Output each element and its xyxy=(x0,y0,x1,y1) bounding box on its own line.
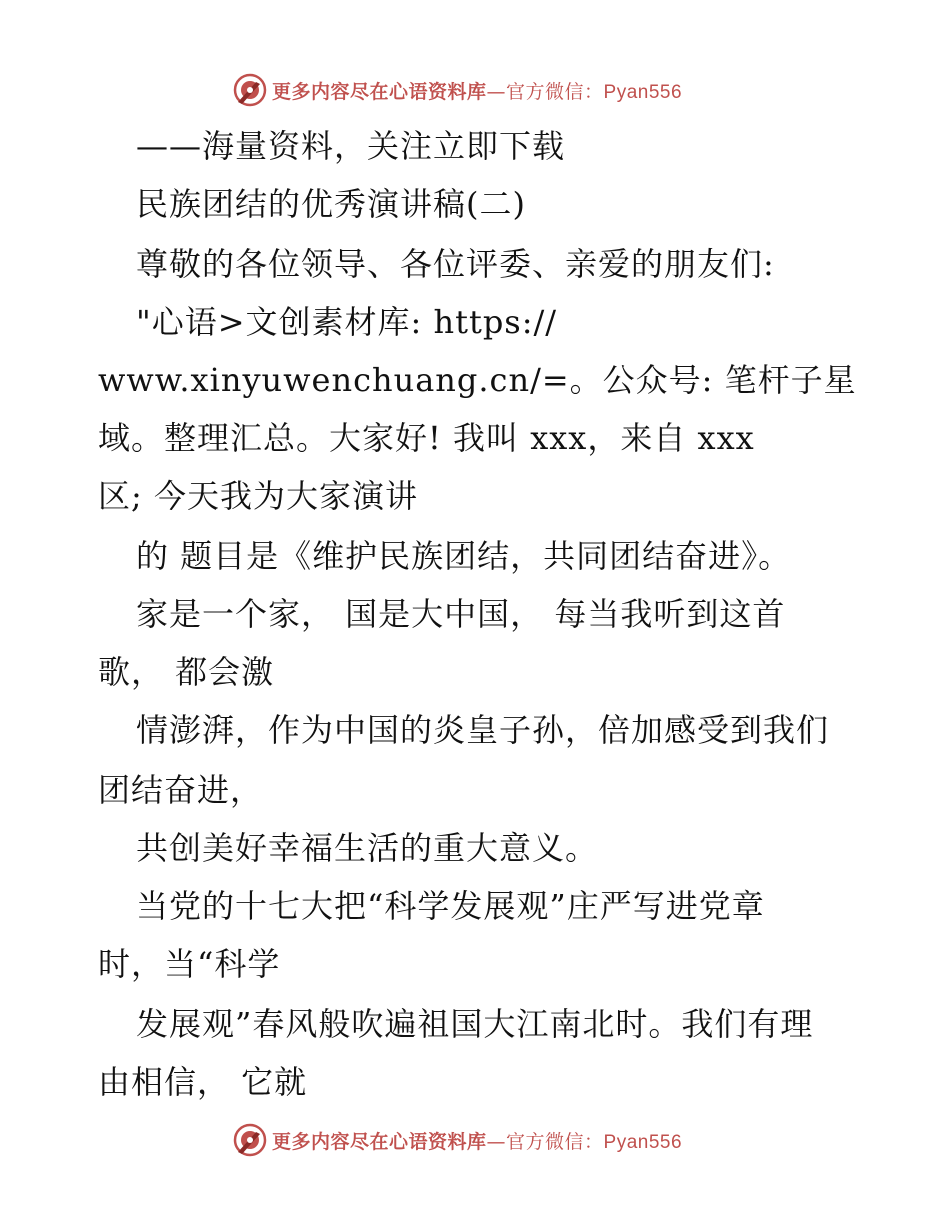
body-line: 团结奋进， xyxy=(98,771,264,809)
body-line: www.xinyuwenchuang.cn/=。公众号: 笔杆子星 xyxy=(98,361,857,399)
body-line: 家是一个家， 国是大中国， 每当我听到这首 xyxy=(136,595,786,633)
body-line: 当党的十七大把“科学发展观”庄严写进党章 xyxy=(136,887,765,925)
body-line: 的 题目是《维护民族团结，共同团结奋进》。 xyxy=(136,537,792,575)
quill-logo-icon xyxy=(232,1122,268,1158)
footer-text xyxy=(272,1127,682,1154)
header-brand: 更多内容尽在心语资料库 xyxy=(272,80,487,103)
footer-wechat-id: Pyan556 xyxy=(603,1131,683,1153)
header-dash: — xyxy=(486,80,507,103)
quill-logo-icon xyxy=(232,72,268,108)
header-banner xyxy=(232,70,712,110)
document-title: 民族团结的优秀演讲稿(二) xyxy=(136,185,526,223)
footer-wechat-label: 官方微信： xyxy=(506,1130,604,1153)
body-line: 共创美好幸福生活的重大意义。 xyxy=(136,829,599,867)
body-line: 域。整理汇总。大家好! 我叫 xxx，来自 xxx xyxy=(98,419,755,457)
body-line: 发展观”春风般吹遍祖国大江南北时。我们有理 xyxy=(136,1005,814,1043)
body-line: 区; 今天我为大家演讲 xyxy=(98,477,418,515)
body-line: 时，当“科学 xyxy=(98,945,281,983)
body-line: ——海量资料，关注立即下载 xyxy=(136,127,566,165)
header-wechat-label: 官方微信： xyxy=(506,80,604,103)
body-line: "心语>文创素材库: https:// xyxy=(136,303,558,341)
body-line: 歌， 都会激 xyxy=(98,653,275,691)
header-wechat-id: Pyan556 xyxy=(603,81,683,103)
body-line: 尊敬的各位领导、各位评委、亲爱的朋友们: xyxy=(136,245,775,283)
footer-brand: 更多内容尽在心语资料库 xyxy=(272,1130,487,1153)
body-line: 由相信， 它就 xyxy=(98,1063,308,1101)
body-line: 情澎湃，作为中国的炎皇子孙，倍加感受到我们 xyxy=(136,711,830,749)
footer-banner xyxy=(232,1120,712,1160)
header-text xyxy=(272,77,682,104)
footer-dash: — xyxy=(486,1130,507,1153)
